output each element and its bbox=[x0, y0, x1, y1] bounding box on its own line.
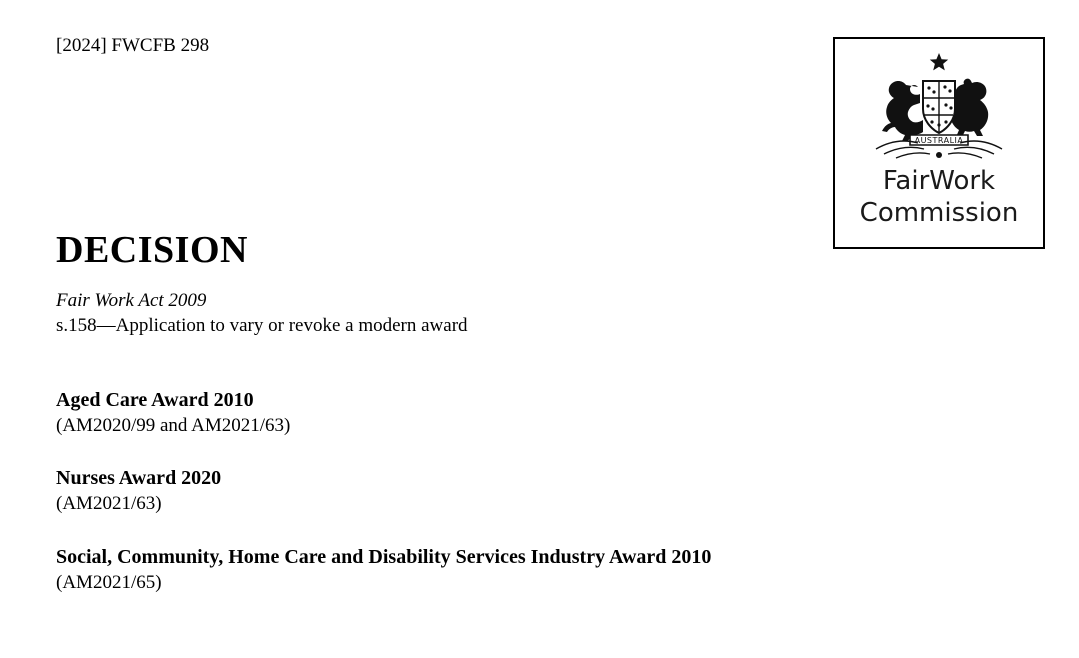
award-entry bbox=[56, 465, 816, 516]
page-title: DECISION bbox=[56, 229, 248, 272]
act-name: Fair Work Act 2009 bbox=[56, 290, 207, 311]
award-entry bbox=[56, 387, 816, 438]
award-entry bbox=[56, 544, 816, 595]
fair-work-commission-wordmark bbox=[835, 165, 1043, 229]
award-title: Social, Community, Home Care and Disability Services Industry Award 2010 bbox=[56, 546, 712, 568]
application-section: s.158—Application to vary or revoke a modern award bbox=[56, 315, 468, 336]
award-reference: (AM2021/65) bbox=[56, 572, 162, 593]
award-reference: (AM2021/63) bbox=[56, 493, 162, 514]
fair-work-commission-logo bbox=[833, 37, 1045, 249]
award-reference: (AM2020/99 and AM2021/63) bbox=[56, 415, 291, 436]
citation-reference: [2024] FWCFB 298 bbox=[56, 35, 210, 56]
award-title: Aged Care Award 2010 bbox=[56, 389, 254, 411]
australian-coat-of-arms-icon bbox=[866, 51, 1012, 163]
logo-line-1: FairWork bbox=[882, 166, 996, 196]
logo-line-2: Commission bbox=[859, 198, 1019, 228]
svg-text:AUSTRALIA: AUSTRALIA bbox=[914, 136, 964, 145]
award-title: Nurses Award 2020 bbox=[56, 467, 222, 489]
